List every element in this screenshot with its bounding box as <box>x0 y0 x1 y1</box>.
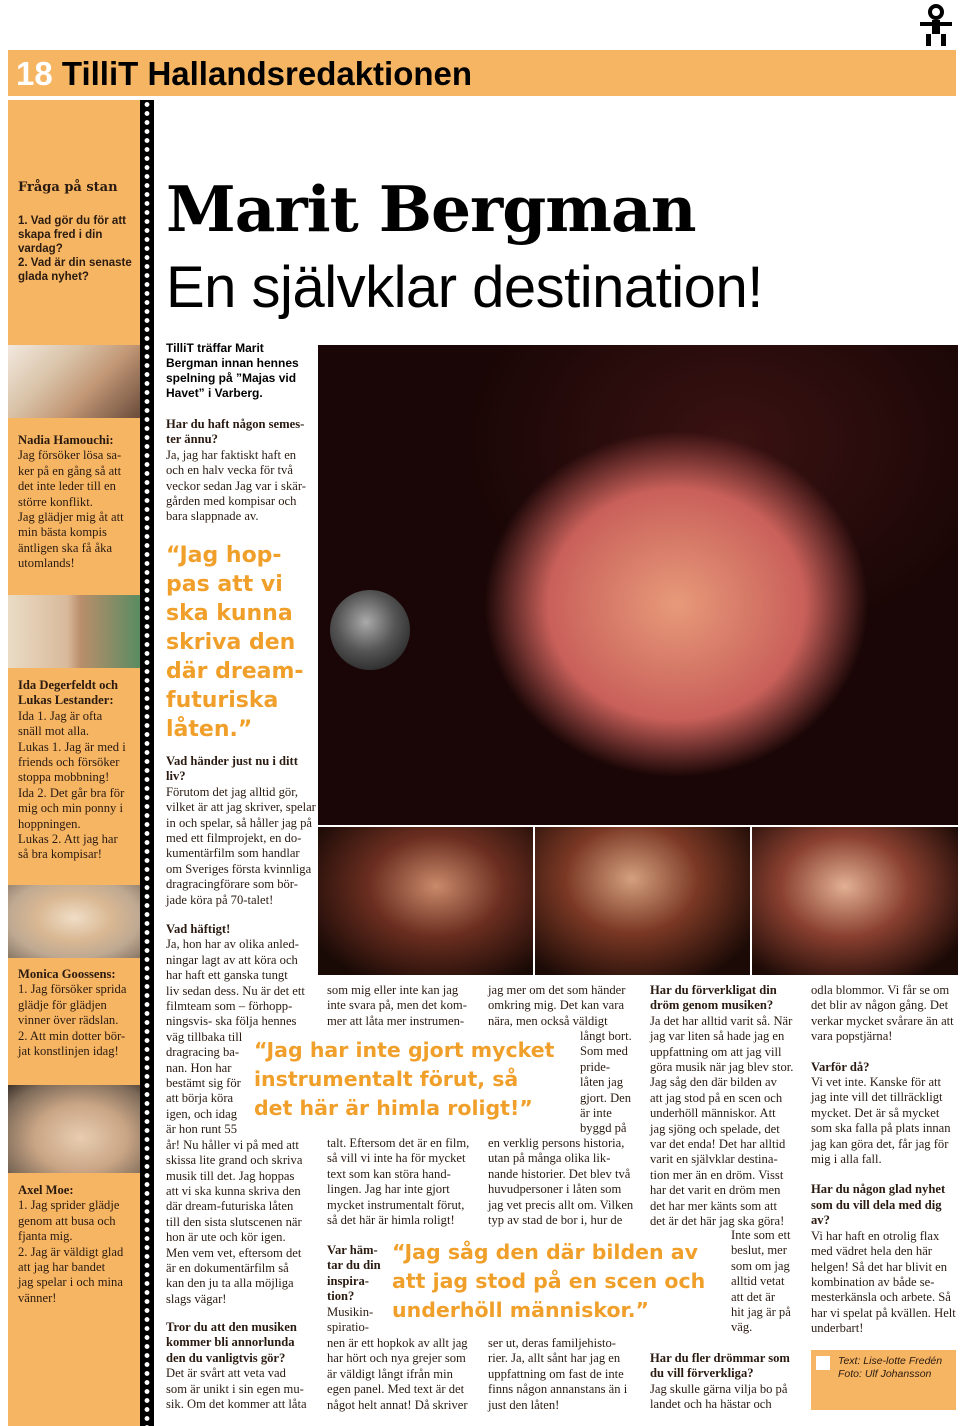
text-line: nande historier. Det blev två <box>488 1166 631 1181</box>
photo-nadia <box>8 345 140 418</box>
page-number: 18 <box>16 55 53 92</box>
quote-line: futuriska <box>166 688 279 713</box>
answer-line: väg tillbaka till <box>166 1029 243 1044</box>
col3-mid <box>488 1136 638 1228</box>
credits-text <box>838 1355 942 1381</box>
col3-narrow <box>580 1029 640 1137</box>
answer-line: att börja köra <box>166 1091 234 1106</box>
concert-photo-3 <box>752 827 958 975</box>
answer-line: spiratio- <box>327 1320 369 1335</box>
answer-line: Jag glädjer mig åt att <box>18 510 124 525</box>
answer-line: har haft ett ganska tungt <box>166 968 288 983</box>
col4-bottom <box>650 1351 805 1413</box>
main-photo-marit <box>318 345 958 825</box>
pull-quote-2 <box>254 1036 594 1123</box>
answer-line: dragracing ba- <box>166 1045 240 1060</box>
text-line: lingen. Jag har inte gjort <box>327 1182 450 1197</box>
col2-top <box>327 983 482 1029</box>
answer-line: äntligen ska få åka <box>18 540 113 555</box>
answer-line: fjanta mig. <box>18 1229 73 1244</box>
film-strip-divider <box>140 100 154 1426</box>
question: ter ännu? <box>166 432 218 447</box>
microphone-shape <box>330 590 410 670</box>
answer-line: Jag såg den där bilden av <box>650 1075 777 1090</box>
text-line: Som med <box>580 1044 628 1059</box>
question: av? <box>811 1213 830 1228</box>
credit-line: Foto: Ulf Johansson <box>838 1368 932 1380</box>
photo-ida-lukas <box>8 595 140 668</box>
question: Har du fler drömmar som <box>650 1351 790 1365</box>
person-name: Monica Goossens: <box>18 967 116 981</box>
text-line: finns någon annanstans än i <box>488 1382 628 1397</box>
text-line: låten jag <box>580 1075 624 1090</box>
text-line: väg. <box>731 1320 753 1335</box>
col2-question <box>327 1243 387 1335</box>
text-line: byggd på <box>580 1121 627 1136</box>
answer-line: Jag skulle gärna vilja bo på <box>650 1381 788 1396</box>
answer-line: har vi spelat på kvällen. Helt <box>811 1305 956 1320</box>
text-line: pride- <box>580 1059 611 1074</box>
answer-line: Vi vet inte. Kanske för att <box>811 1075 942 1090</box>
answer-line: Det är svårt att veta vad <box>166 1366 286 1381</box>
text-line: huvudpersoner i låten som <box>488 1182 622 1197</box>
answer-line: göra musik när jag blev stor. <box>650 1060 794 1075</box>
text-line: en verklig persons historia, <box>488 1136 625 1150</box>
text-line: mycket instrumentalt förut, <box>327 1197 465 1212</box>
answer-line: kombination av både se- <box>811 1274 935 1289</box>
article-title: Marit Bergman <box>166 172 696 246</box>
text-line: omkring mig. Det kan vara <box>488 998 625 1013</box>
answer-line: vänner! <box>18 1290 57 1305</box>
col1-last <box>166 1320 316 1412</box>
text-line: att det är <box>731 1289 776 1304</box>
answer-line: underhöll människor. Att <box>650 1106 776 1121</box>
quote-line: “Jag har inte gjort mycket <box>254 1038 555 1062</box>
answer-line: bestämt sig för <box>166 1076 241 1091</box>
text-line: nen är ett hopkok av allt jag <box>327 1336 468 1350</box>
answer-line: att jag har bandet <box>18 1260 106 1275</box>
credits-square-icon <box>816 1356 830 1370</box>
answer-line: 2. Att min dotter bör- <box>18 1028 126 1043</box>
quote-line: där dream- <box>166 659 304 684</box>
tillit-logo-icon <box>914 2 958 48</box>
concert-photo-1 <box>318 827 533 975</box>
text-line: mer att låta mer instrumen- <box>327 1013 465 1028</box>
question: liv? <box>166 769 186 784</box>
text-line: egen panel. Med text är det <box>327 1382 465 1397</box>
sidebar-heading: Fråga på stan <box>18 180 118 195</box>
answer-line: år! Nu håller vi på med att <box>166 1137 299 1152</box>
answer-ida-lukas <box>18 678 136 863</box>
article-intro: TilliT träffar Marit Bergman innan hennes spelning på ”Majas vid Havet” i Varberg. <box>166 341 299 400</box>
text-line: är inte <box>580 1106 612 1121</box>
col5 <box>811 983 958 1337</box>
answer-line: är en dokumentärfilm så <box>166 1260 289 1275</box>
quote-line: instrumentalt förut, så <box>254 1067 519 1091</box>
concert-photo-2 <box>535 827 750 975</box>
answer-line: in och spelar, så håller jag på <box>166 815 313 830</box>
answer-line: vinner över rädslan. <box>18 1013 119 1028</box>
answer-line: mig och min ponny i <box>18 801 123 816</box>
question: tion? <box>327 1289 355 1304</box>
text-line: som om jag <box>731 1258 790 1273</box>
text-line: alltid vetat <box>731 1274 785 1289</box>
answer-line: igen, och idag <box>166 1106 237 1121</box>
answer-line: underbart! <box>811 1321 864 1336</box>
answer-line: jag kan göra det, får jag för <box>811 1136 949 1151</box>
text-line: gjort. Den <box>580 1090 632 1105</box>
pull-quote-1 <box>166 541 316 744</box>
answer-line: gården med kompisar och <box>166 494 297 509</box>
text-line: verkar mycket svårare än att <box>811 1013 954 1028</box>
person-name: Nadia Hamouchi: <box>18 433 114 447</box>
question: du vill förverkliga? <box>650 1366 754 1381</box>
text-line: typ av stad de bor i, hur de <box>488 1213 623 1228</box>
answer-line: till den sista slutscenen när <box>166 1214 302 1229</box>
pull-quote-3 <box>392 1238 732 1325</box>
text-line: så vill vi inte ha för mycket <box>327 1151 466 1166</box>
question: Har du haft någon semes- <box>166 417 305 431</box>
answer-line: musik till det. Jag hoppas <box>166 1168 295 1183</box>
credit-line: Text: Lise-lotte Fredén <box>838 1355 943 1367</box>
answer-line: det är det här jag ska göra! <box>650 1214 785 1229</box>
answer-line: Ida 1. Jag är ofta <box>18 708 103 723</box>
answer-line: kumentärfilm som handlar <box>166 846 300 861</box>
answer-line: som ska falla på plats innan <box>811 1121 951 1136</box>
question: kommer bli annorlunda <box>166 1335 295 1350</box>
answer-line: stoppa mobbning! <box>18 770 110 785</box>
text-line: Inte som ett <box>731 1228 791 1242</box>
answer-line: glädje för glädjen <box>18 997 107 1012</box>
text-line: beslut, mer <box>731 1243 787 1258</box>
answer-line: 2. Jag är väldigt glad <box>18 1244 124 1259</box>
text-line: jag mer om det som händer <box>488 983 626 997</box>
answer-line: har det varit en dröm men <box>650 1183 781 1198</box>
answer-line: Ja, hon har av olika anled- <box>166 937 299 952</box>
text-line: så det här är himla roligt! <box>327 1213 455 1228</box>
sidebar-question-2: 2. Vad är din senaste glada nyhet? <box>18 257 132 283</box>
text-line: nära, men också väldigt <box>488 1013 608 1028</box>
answer-line: jag sjöng och spelade, det <box>650 1121 780 1136</box>
answer-line: det inte leder till en <box>18 479 116 494</box>
answer-line: sik. Om det kommer att låta <box>166 1397 307 1412</box>
answer-line: Jag försöker lösa sa- <box>18 448 122 463</box>
answer-line: jade köra på 70-talet! <box>166 892 274 907</box>
answer-line: mycket. Det är så mycket <box>811 1105 940 1120</box>
col4-narrow <box>731 1228 806 1336</box>
answer-line: det har mer känts som att <box>650 1198 777 1213</box>
answer-line: ningar lagt av att köra och <box>166 952 298 967</box>
question: Vad händer just nu i ditt <box>166 754 298 768</box>
answer-line: mig i alla fall. <box>811 1152 882 1167</box>
answer-line: ningsvis- ska följa hennes <box>166 1014 297 1029</box>
col2-bottom <box>327 1336 482 1413</box>
answer-line: ker på en gång så att <box>18 463 122 478</box>
photo-axel <box>8 1085 140 1173</box>
answer-line: där dream-futuriska låten <box>166 1199 294 1214</box>
answer-line: med vädret hela den här <box>811 1244 932 1259</box>
answer-monica <box>18 967 136 1059</box>
text-line: vara popstjärna! <box>811 1029 893 1044</box>
answer-line: varit en självklar destina- <box>650 1152 778 1167</box>
answer-line: Ja, jag har faktiskt haft en <box>166 447 297 462</box>
answer-line: hon är ute och kör igen. <box>166 1230 286 1245</box>
answer-line: hoppningen. <box>18 816 81 831</box>
quote-line: underhöll människor.” <box>392 1298 649 1322</box>
answer-nadia <box>18 433 136 572</box>
answer-line: bara slappnade av. <box>166 509 259 524</box>
answer-line: dragracingförare som bör- <box>166 877 298 892</box>
text-line: uppfattning om fast de inte <box>488 1366 624 1381</box>
answer-line: veckor sedan Jag var i skär- <box>166 478 306 493</box>
text-line: utan på många olika lik- <box>488 1151 611 1166</box>
question: Vad häftigt! <box>166 922 231 936</box>
col1-mid <box>166 754 316 908</box>
col1-top <box>166 417 316 525</box>
answer-line: vilket är att jag skriver, spelar <box>166 800 316 815</box>
text-line: det blir av någon gång. Det <box>811 998 949 1013</box>
answer-line: och en halv vecka för två <box>166 463 293 478</box>
answer-line: helgen! Så det har blivit en <box>811 1259 948 1274</box>
answer-line: min bästa kompis <box>18 525 107 540</box>
answer-axel <box>18 1183 136 1306</box>
answer-line: filmteam som – förhopp- <box>166 999 293 1014</box>
text-line: odla blommor. Vi får se om <box>811 983 950 997</box>
answer-line: mesterkänsla och arbete. Så <box>811 1290 951 1305</box>
answer-line: snäll mot alla. <box>18 724 89 739</box>
person-name: Axel Moe: <box>18 1183 74 1197</box>
answer-line: liv sedan dess. Nu är det ett <box>166 983 305 998</box>
question: tar du din <box>327 1258 381 1273</box>
answer-line: landet och ha hästar och <box>650 1397 772 1412</box>
answer-line: att jag stod på en scen och <box>650 1090 783 1105</box>
answer-line: som är unikt i sin egen mu- <box>166 1381 304 1396</box>
answer-line: är hon runt 55 <box>166 1122 237 1137</box>
text-line: talt. Eftersom det är en film, <box>327 1136 470 1150</box>
article-subtitle: En självklar destination! <box>166 255 763 320</box>
col2-mid <box>327 1136 482 1228</box>
quote-line: skriva den <box>166 630 296 655</box>
quote-line: “Jag hop- <box>166 543 282 568</box>
answer-line: Vi har haft en otrolig flax <box>811 1228 940 1243</box>
answer-line: om Sveriges första kvinnliga <box>166 861 312 876</box>
answer-line: 1. Jag försöker sprida <box>18 982 127 997</box>
text-line: rier. Ja, allt sånt har jag en <box>488 1351 621 1366</box>
answer-line: Men vem vet, eftersom det <box>166 1245 302 1260</box>
sidebar-questions <box>18 180 136 284</box>
answer-line: tion mer än en dröm. Visst <box>650 1167 784 1182</box>
answer-line: att vi ska kunna skriva den <box>166 1183 301 1198</box>
answer-line: Lukas 1. Jag är med i <box>18 739 126 754</box>
answer-line: uppfattning om att jag vill <box>650 1044 782 1059</box>
text-line: jag vet precis allt om. Vilken <box>488 1197 634 1212</box>
question: den du vanligtvis gör? <box>166 1350 286 1365</box>
answer-line: så bra kompisar! <box>18 847 102 862</box>
answer-line: med ett filmprojekt, en do- <box>166 831 302 846</box>
quote-line: låten.” <box>166 717 253 742</box>
question: inspira- <box>327 1273 369 1288</box>
answer-line: jag var liten så hade jag en <box>650 1029 785 1044</box>
answer-line: friends och försöker <box>18 755 120 770</box>
small-photos-row <box>318 827 958 975</box>
col3-bottom <box>488 1336 638 1413</box>
text-line: just den låten! <box>488 1397 560 1412</box>
quote-line: pas att vi <box>166 572 283 597</box>
quote-line: det här är himla roligt!” <box>254 1096 533 1120</box>
text-line: inte svara på, men det kom- <box>327 998 467 1013</box>
person-name: Ida Degerfeldt och Lukas Lestander: <box>18 678 119 708</box>
question: Har du förverkligat din <box>650 983 777 997</box>
photo-monica <box>8 885 140 958</box>
section-header-title <box>16 55 472 93</box>
answer-line: Ja det har alltid varit så. När <box>650 1013 793 1028</box>
text-line: något helt annat! Då skriver <box>327 1397 468 1412</box>
question: Har du någon glad nyhet <box>811 1182 946 1197</box>
answer-line: 1. Jag sprider glädje <box>18 1198 120 1213</box>
question: Var häm- <box>327 1243 378 1257</box>
question: som du vill dela med dig <box>811 1197 942 1212</box>
answer-line: Ida 2. Det går bra för <box>18 785 125 800</box>
text-line: är väldigt långt ifrån min <box>327 1366 453 1381</box>
text-line: som mig eller inte kan jag <box>327 983 459 997</box>
text-line: hit jag är på <box>731 1305 791 1320</box>
answer-line: jag spelar i och mina <box>18 1275 123 1290</box>
quote-line: “Jag såg den där bilden av <box>392 1240 698 1264</box>
answer-line: genom att busa och <box>18 1213 116 1228</box>
text-line: text som kan störa hand- <box>327 1166 451 1181</box>
answer-line: slags vägar! <box>166 1291 227 1306</box>
col3-top <box>488 983 638 1029</box>
answer-line: större konflikt. <box>18 494 93 509</box>
text-line: har hört och nya grejer som <box>327 1351 466 1366</box>
answer-line: var det enda! Det har alltid <box>650 1137 786 1152</box>
answer-line: Musikin- <box>327 1304 374 1319</box>
question: dröm genom musiken? <box>650 998 774 1013</box>
text-line: långt bort. <box>580 1029 632 1043</box>
answer-line: Lukas 2. Att jag har <box>18 832 118 847</box>
quote-line: ska kunna <box>166 601 293 626</box>
sidebar-question-1: 1. Vad gör du för att skapa fred i din vardag? <box>18 215 126 255</box>
question: Tror du att den musiken <box>166 1320 297 1334</box>
answer-line: skissa lite grand och skriva <box>166 1153 303 1168</box>
col4-top <box>650 983 805 1230</box>
answer-line: kan den ju ta alla möjliga <box>166 1276 294 1291</box>
answer-line: jat konstlinjen idag! <box>18 1044 119 1059</box>
section-name: TilliT Hallandsredaktionen <box>61 55 473 92</box>
question: Varför då? <box>811 1059 870 1074</box>
answer-line: jag inte vill det tillräckligt <box>811 1090 943 1105</box>
answer-line: nan. Hon har <box>166 1060 232 1075</box>
text-line: ser ut, deras familjehisto- <box>488 1336 616 1350</box>
quote-line: att jag stod på en scen och <box>392 1269 706 1293</box>
answer-line: Förutom det jag alltid gör, <box>166 784 299 799</box>
answer-line: utomlands! <box>18 556 75 571</box>
